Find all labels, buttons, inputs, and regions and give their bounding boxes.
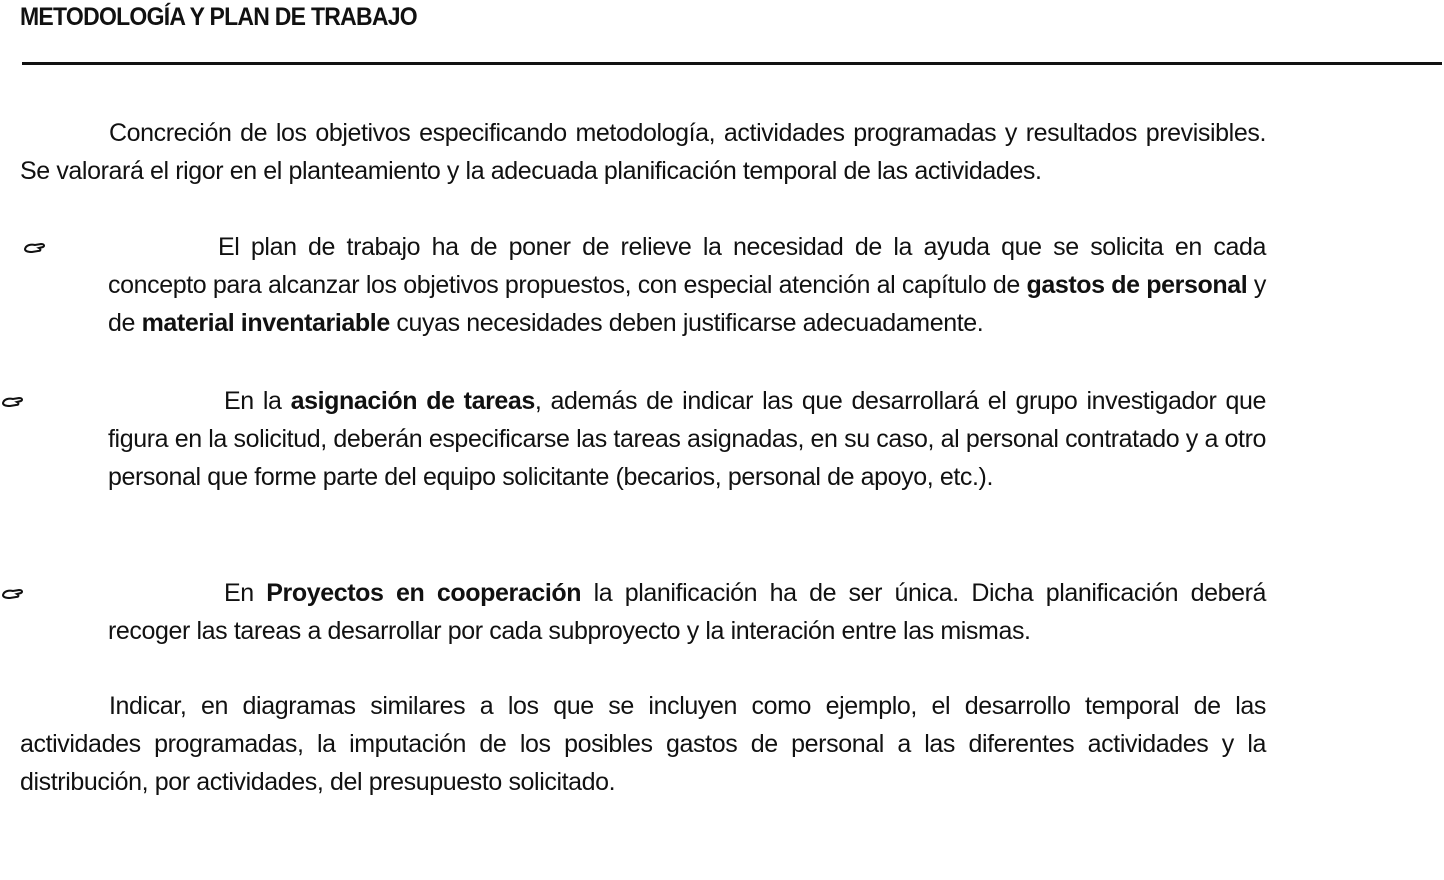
pointing-hand-icon [24,242,46,254]
page-title: METODOLOGÍA Y PLAN DE TRABAJO [20,3,417,31]
bullet-text: El plan de trabajo ha de poner de relieve la necesidad de la ayuda que se solicita en cada concepto para alcanzar los objetivos propuestos, con especial atención al capítulo de [108,233,1266,299]
title-divider [22,62,1442,65]
intro-paragraph [20,114,1266,190]
bullet-item-3 [108,574,1266,650]
bullet-text: En [224,579,267,607]
intro-text: Concreción de los objetivos especificando metodología, actividades programadas y resultados previsibles. Se valorará el rigor en el planteamiento y la adecuada planificación temporal de las actividades. [20,119,1266,185]
closing-text: Indicar, en diagramas similares a los que se incluyen como ejemplo, el desarrollo temporal de las actividades programadas, la imputación de los posibles gastos de personal a las diferentes actividades y la distribución, por actividades, del presupuesto solicitado. [20,692,1266,796]
bullet-bold-text: asignación de tareas [290,387,535,415]
pointing-hand-icon [2,588,24,600]
bullet-item-1 [108,228,1266,342]
pointing-hand-icon [2,396,24,408]
bullet-bold-text: material inventariable [141,309,390,337]
bullet-text: , además de indicar las que desarrollará el grupo investigador que figura en la solicitud, deberán especificarse las tareas asignadas, en su caso, al personal contratado y a otro personal que forme parte del equipo solicitante (becarios, personal de apoyo, etc.). [108,387,1267,491]
bullet-text: y de [108,271,1266,337]
bullet-bold-text: Proyectos en cooperación [266,579,582,607]
bullet-text: cuyas necesidades deben justificarse adecuadamente. [389,309,984,337]
bullet-text: En la [224,387,291,415]
bullet-bold-text: gastos de personal [1026,271,1248,299]
bullet-item-2 [108,382,1266,496]
bullet-text: la planificación ha de ser única. Dicha planificación deberá recoger las tareas a desarrollar por cada subproyecto y la interación entre las mismas. [108,579,1267,645]
closing-paragraph [20,687,1266,801]
